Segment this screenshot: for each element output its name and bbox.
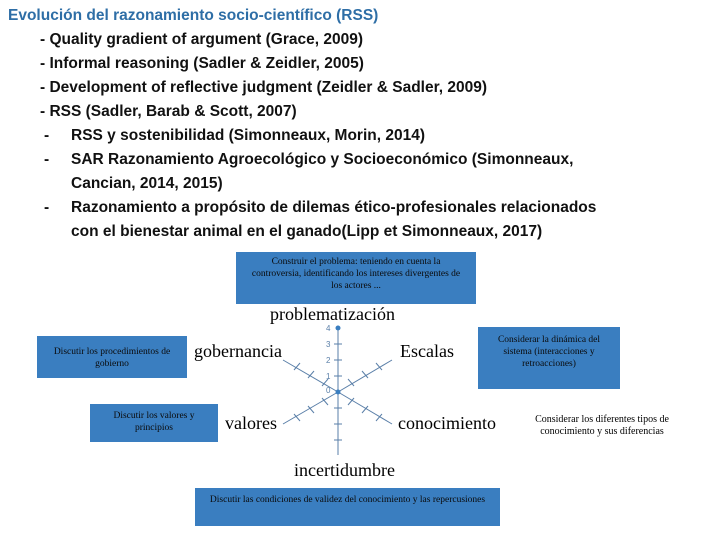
tick-label: 3 bbox=[326, 340, 331, 349]
dash-marker: - bbox=[44, 199, 50, 216]
dash-item-line: Cancian, 2014, 2015) bbox=[71, 175, 223, 192]
bullet-item: - Development of reflective judgment (Zeidler & Sadler, 2009) bbox=[40, 79, 488, 96]
box-procedimientos-gobierno: Discutir los procedimientos de gobierno bbox=[37, 336, 187, 378]
dash-marker: - bbox=[44, 127, 50, 144]
text-tipos-conocimiento: Considerar los diferentes tipos de conocimiento y sus diferencias bbox=[535, 414, 669, 437]
axis-top-point bbox=[336, 326, 341, 331]
box-dinamica-sistema: Considerar la dinámica del sistema (interacciones y retroacciones) bbox=[478, 327, 620, 389]
bullet-item: - Informal reasoning (Sadler & Zeidler, 2005) bbox=[40, 55, 364, 72]
axis-escalas bbox=[338, 360, 392, 392]
axis-center-point bbox=[336, 390, 341, 395]
dash-item-line: Razonamiento a propósito de dilemas ético-profesionales relacionados bbox=[71, 199, 597, 216]
axis-valores bbox=[283, 392, 338, 424]
label-escalas: Escalas bbox=[400, 341, 454, 361]
dash-item-line: SAR Razonamiento Agroecológico y Socioeconómico (Simonneaux, bbox=[71, 151, 574, 168]
dash-item-line: RSS y sostenibilidad (Simonneaux, Morin, 2014) bbox=[71, 127, 425, 144]
box-construir-problema: Construir el problema: teniendo en cuenta la controversia, identificando los intereses divergentes de los actores ... bbox=[236, 252, 476, 304]
tick-label: 0 bbox=[326, 386, 331, 395]
box-condiciones-validez: Discutir las condiciones de validez del conocimiento y las repercusiones bbox=[195, 488, 500, 526]
bullet-item: - RSS (Sadler, Barab & Scott, 2007) bbox=[40, 103, 297, 120]
bullet-item: - Quality gradient of argument (Grace, 2009) bbox=[40, 31, 363, 48]
label-problematizacion: problematización bbox=[270, 304, 395, 324]
label-gobernancia: gobernancia bbox=[194, 341, 282, 361]
tick-label: 4 bbox=[326, 324, 331, 333]
dash-marker: - bbox=[44, 151, 50, 168]
tick-label: 2 bbox=[326, 356, 331, 365]
label-conocimiento: conocimiento bbox=[398, 413, 496, 433]
dash-item-line: con el bienestar animal en el ganado(Lipp et Simonneaux, 2017) bbox=[71, 223, 543, 240]
label-incertidumbre: incertidumbre bbox=[294, 460, 395, 480]
box-valores-principios: Discutir los valores y principios bbox=[90, 404, 218, 442]
slide-title: Evolución del razonamiento socio-científico (RSS) bbox=[8, 7, 379, 24]
axis-conocimiento bbox=[338, 392, 392, 424]
label-valores: valores bbox=[225, 413, 277, 433]
tick-label: 1 bbox=[326, 372, 331, 381]
